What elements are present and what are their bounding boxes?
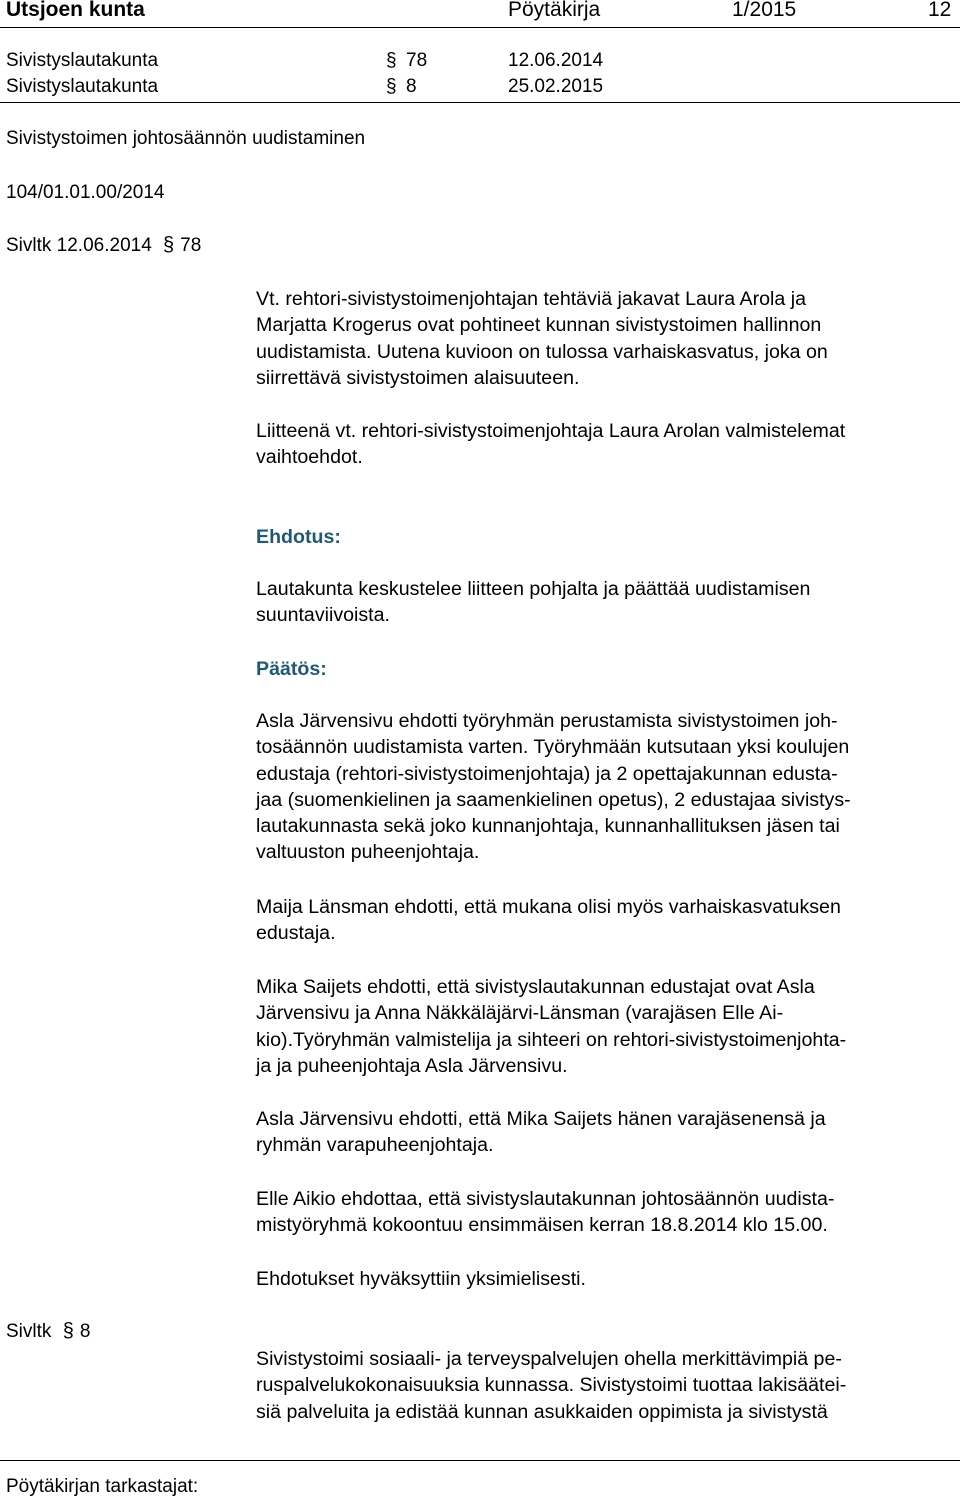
reference-body-1: Sivistyslautakunta [6,50,159,71]
proposal-text: Lautakunta keskustelee liitteen pohjalta ja päättää uudistamisen suuntaviivoista. [256,578,811,627]
section1-prefix: Sivltk 12.06.2014 [6,235,152,256]
header-rule [0,27,960,28]
section1-attachment: Liitteenä vt. rehtori-sivistystoimenjohtaja Laura Arolan valmistelemat vaihtoehdot. [256,420,846,469]
reviewers-label: Pöytäkirjan tarkastajat: [6,1476,199,1497]
reference-body-2: Sivistyslautakunta [6,76,159,97]
subject-title: Sivistystoimen johtosäännön uudistaminen [6,128,366,149]
decision-heading: Päätös: [256,658,327,680]
section-sign-2: § [386,76,397,97]
footer-rule [0,1460,960,1461]
reference-rule [0,102,960,103]
page-number: 12 [928,0,952,21]
reference-date-1: 12.06.2014 [508,50,604,71]
reference-section-1: 78 [406,50,428,71]
proposal-heading: Ehdotus: [256,526,341,548]
decision-paragraph-4: Asla Järvensivu ehdotti, että Mika Saijets hänen varajäsenensä ja ryhmän varapuheenjohtaja. [256,1108,826,1157]
decision-paragraph-5: Elle Aikio ehdottaa, että sivistyslautakunnan johtosäännön uudista- mistyöryhmä kokoontuu ensimmäisen kerran 18.8.2014 klo 15.00. [256,1188,835,1237]
section2-sign: § [62,1320,74,1342]
section1-label [6,232,201,259]
decision-paragraph-1: Asla Järvensivu ehdotti työryhmän perustamista sivistystoimen joh- tosäännön uudistamista varten. Työryhmään kutsutaan yksi koulujen edustaja (rehtori-sivistystoimenjohtaja) ja 2 opettajakunnan edusta- jaa (suomenkielinen ja saamenkielinen opetus), 2 edustajaa sivistys- lautakunnasta sekä joko kunnanjohtaja, kunnanhallituksen jäsen tai valtuuston puheenjohtaja. [256,710,851,864]
decision-paragraph-2: Maija Länsman ehdotti, että mukana olisi myös varhaiskasvatuksen edustaja. [256,896,841,945]
municipality-name: Utsjoen kunta [6,0,145,21]
section1-number: 78 [180,235,202,256]
section1-intro: Vt. rehtori-sivistystoimenjohtajan tehtäviä jakavat Laura Arola ja Marjatta Krogerus ovat pohtineet kunnan sivistystoimen hallinnon uudistamista. Uutena kuvioon on tulossa varhaiskasvatus, joka on siirrettävä sivistystoimen alaisuuteen. [256,288,828,389]
section2-text: Sivistystoimi sosiaali- ja terveyspalvelujen ohella merkittävimpiä pe- ruspalvelukokonaisuuksia kunnassa. Sivistystoimi tuottaa lakisäätei- siä palveluita ja edistää kunnan asukkaiden oppimista ja sivistystä [256,1348,847,1423]
decision-paragraph-3: Mika Saijets ehdotti, että sivistyslautakunnan edustajat ovat Asla Järvensivu ja Anna Näkkäläjärvi-Länsman (varajäsen Elle Ai- kio).Työryhmän valmistelija ja sihteeri on rehtori-sivistystoimenjohta- ja ja puheenjohtaja Asla Järvensivu. [256,976,847,1077]
reference-date-2: 25.02.2015 [508,76,604,97]
section1-sign: § [163,234,175,256]
section2-number: 8 [79,1321,91,1342]
section2-prefix: Sivltk [6,1321,52,1342]
record-id: 104/01.01.00/2014 [6,182,165,203]
document-type: Pöytäkirja [508,0,601,21]
section-sign-1: § [386,50,397,71]
document-number: 1/2015 [732,0,797,21]
reference-section-2: 8 [406,76,417,97]
section2-label [6,1318,90,1345]
decision-paragraph-6: Ehdotukset hyväksyttiin yksimielisesti. [256,1268,586,1290]
